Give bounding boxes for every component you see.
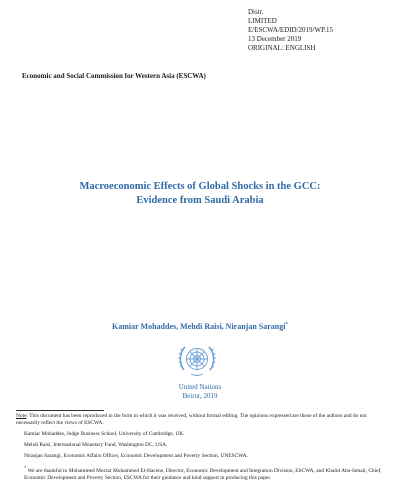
publisher-place-year: Beirut, 2019	[182, 392, 218, 400]
footnotes-block	[16, 413, 384, 486]
affiliation-2: Mehdi Raisi, International Monetary Fund, Washington DC, USA.	[24, 442, 168, 448]
disclaimer-note	[16, 413, 384, 427]
distribution-block	[248, 8, 333, 53]
title-line-1: Macroeconomic Effects of Global Shocks in the GCC:	[79, 181, 321, 192]
classification-label: LIMITED	[248, 17, 277, 25]
note-text: : This document has been reproduced in the form in which it was received, without formal editing. The opinions expressed are those of the authors and do not necessarily reflect the views of ESCWA.	[16, 413, 367, 426]
document-symbol: E/ESCWA/EDID/2019/WP.15	[248, 26, 333, 34]
acknowledgement-text: We are thankful to Mohammed Moctar Mohammed El-Hacene, Director, Economic Development and Integration Division, ESCWA, and Khalid Abu-Ismail, Chief, Economic Development and Poverty Section, ESCWA for their guidance and kind support in producing this paper.	[24, 467, 382, 481]
authors-line	[0, 322, 400, 331]
organization-name: Economic and Social Commission for Western Asia (ESCWA)	[22, 72, 206, 80]
affiliation-3: Niranjan Sarangi, Economic Affairs Officer, Economic Development and Poverty Section, UNESCWA.	[24, 453, 248, 459]
un-emblem-icon	[175, 340, 219, 380]
affiliation-1: Kamiar Mohaddes, Judge Business School, University of Cambridge, UK.	[24, 431, 185, 437]
document-title	[0, 180, 400, 208]
author-footnote-marker: *	[285, 322, 288, 328]
acknowledgement-marker: *	[24, 465, 27, 470]
author-names: Kamiar Mohaddes, Mehdi Raisi, Niranjan Sarangi	[112, 322, 286, 331]
original-language: ORIGINAL: ENGLISH	[248, 44, 316, 52]
acknowledgement-note	[16, 464, 384, 482]
publisher-name: United Nations	[178, 383, 222, 391]
publisher-block	[0, 383, 400, 401]
title-line-2: Evidence from Saudi Arabia	[136, 195, 264, 206]
document-date: 13 December 2019	[248, 35, 302, 43]
note-label: Note	[16, 413, 27, 419]
distr-label: Distr.	[248, 8, 264, 16]
footnote-divider	[16, 410, 104, 411]
